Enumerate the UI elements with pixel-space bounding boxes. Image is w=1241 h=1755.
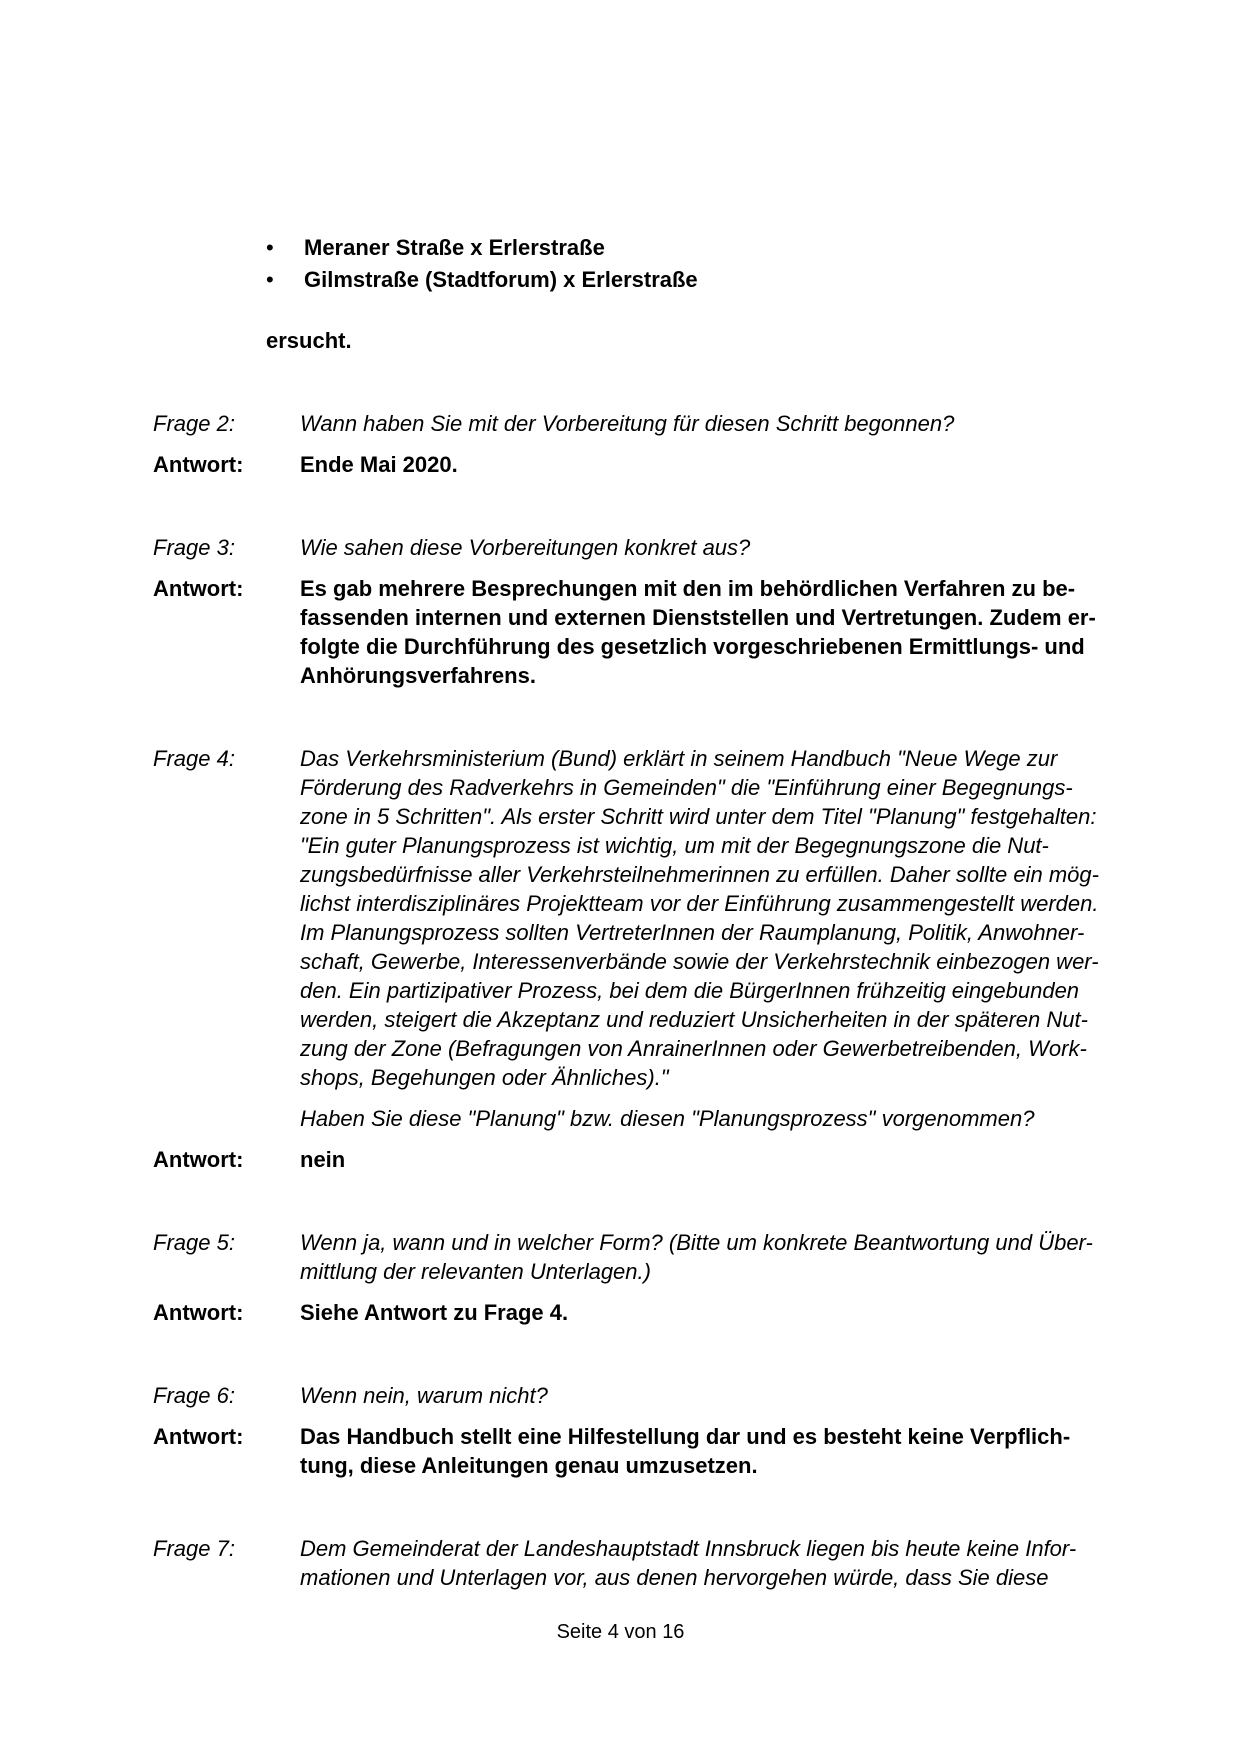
question-2-block (153, 409, 1138, 479)
answer-text (300, 1145, 1138, 1174)
answer-2 (153, 450, 1138, 479)
question-text (300, 409, 1138, 438)
text-line: Wenn nein, warum nicht? (300, 1383, 548, 1408)
text-line: Wenn ja, wann und in welcher Form? (Bitte um konkrete Beantwortung und Über- (300, 1230, 1093, 1255)
answer-text (300, 450, 1138, 479)
page-number: Seite 4 von 16 (556, 1621, 685, 1643)
text-line: zungsbedürfnisse aller Verkehrsteilnehmerinnen zu erfüllen. Daher sollte ein mög- (300, 862, 1099, 887)
question-7-block (153, 1534, 1138, 1592)
text-line: Wie sahen diese Vorbereitungen konkret aus? (300, 535, 751, 560)
text-line: Anhörungsverfahrens. (300, 663, 536, 688)
text-line: shops, Begehungen oder Ähnliches)." (300, 1065, 669, 1090)
text-line: Dem Gemeinderat der Landeshauptstadt Innsbruck liegen bis heute keine Infor- (300, 1536, 1077, 1561)
question-4 (153, 744, 1138, 1133)
list-item (266, 232, 698, 264)
question-label: Frage 6: (153, 1383, 235, 1408)
list-item-text: Meraner Straße x Erlerstraße (304, 235, 605, 260)
question-text (300, 1534, 1138, 1592)
text-line: zung der Zone (Befragungen von AnrainerInnen oder Gewerbetreibenden, Work- (300, 1036, 1087, 1061)
text-line: Das Verkehrsministerium (Bund) erklärt in seinem Handbuch "Neue Wege zur (300, 746, 1058, 771)
text-line: nein (300, 1147, 346, 1172)
text-line: Im Planungsprozess sollten VertreterInnen der Raumplanung, Politik, Anwohner- (300, 920, 1085, 945)
question-3-block (153, 533, 1138, 690)
question-6 (153, 1381, 1138, 1410)
text-line: "Ein guter Planungsprozess ist wichtig, um mit der Begegnungszone die Nut- (300, 833, 1049, 858)
answer-6 (153, 1422, 1138, 1480)
list-item-text: Gilmstraße (Stadtforum) x Erlerstraße (304, 267, 698, 292)
question-5-block (153, 1228, 1138, 1327)
text-line: mationen und Unterlagen vor, aus denen hervorgehen würde, dass Sie diese (300, 1565, 1049, 1590)
text-line: werden, steigert die Akzeptanz und reduziert Unsicherheiten in der späteren Nut- (300, 1007, 1088, 1032)
answer-label: Antwort: (153, 452, 244, 477)
text-line: lichst interdisziplinäres Projektteam vor der Einführung zusammengestellt werden. (300, 891, 1099, 916)
question-label: Frage 4: (153, 746, 235, 771)
bullet-icon: • (266, 267, 274, 292)
text-line: Das Handbuch stellt eine Hilfestellung dar und es besteht keine Verpflich- (300, 1424, 1071, 1449)
answer-text (300, 1298, 1138, 1327)
answer-label: Antwort: (153, 1424, 244, 1449)
answer-label: Antwort: (153, 1147, 244, 1172)
question-label: Frage 7: (153, 1536, 235, 1561)
text-line: den. Ein partizipativer Prozess, bei dem die BürgerInnen frühzeitig eingebunden (300, 978, 1080, 1003)
text-line: tung, diese Anleitungen genau umzusetzen. (300, 1453, 758, 1478)
street-list (266, 232, 698, 296)
question-label: Frage 3: (153, 535, 235, 560)
answer-label: Antwort: (153, 576, 244, 601)
text-line: Es gab mehrere Besprechungen mit den im behördlichen Verfahren zu be- (300, 576, 1076, 601)
ersucht-text: ersucht. (266, 328, 352, 353)
text-line: mittlung der relevanten Unterlagen.) (300, 1259, 651, 1284)
question-text (300, 1228, 1138, 1286)
answer-5 (153, 1298, 1138, 1327)
text-line: fassenden internen und externen Dienststellen und Vertretungen. Zudem er- (300, 605, 1096, 630)
answer-text (300, 1422, 1138, 1480)
question-5 (153, 1228, 1138, 1286)
question-label: Frage 2: (153, 411, 235, 436)
question-6-block (153, 1381, 1138, 1480)
question-text (300, 533, 1138, 562)
question-3 (153, 533, 1138, 562)
list-item (266, 264, 698, 296)
question-text (300, 1381, 1138, 1410)
text-line: zone in 5 Schritten". Als erster Schritt wird unter dem Titel "Planung" festgehalten: (300, 804, 1097, 829)
question-text (300, 744, 1138, 1133)
answer-text (300, 574, 1138, 690)
text-line: Siehe Antwort zu Frage 4. (300, 1300, 569, 1325)
bullet-icon: • (266, 235, 274, 260)
answer-4 (153, 1145, 1138, 1174)
question-2 (153, 409, 1138, 438)
question-7 (153, 1534, 1138, 1592)
answer-3 (153, 574, 1138, 690)
text-line: folgte die Durchführung des gesetzlich vorgeschriebenen Ermittlungs- und (300, 634, 1085, 659)
answer-label: Antwort: (153, 1300, 244, 1325)
question-followup: Haben Sie diese "Planung" bzw. diesen "Planungsprozess" vorgenommen? (300, 1106, 1035, 1131)
question-4-block (153, 744, 1138, 1174)
text-line: Wann haben Sie mit der Vorbereitung für diesen Schritt begonnen? (300, 411, 955, 436)
text-line: Förderung des Radverkehrs in Gemeinden" die "Einführung einer Begegnungs- (300, 775, 1073, 800)
question-label: Frage 5: (153, 1230, 235, 1255)
text-line: schaft, Gewerbe, Interessenverbände sowie der Verkehrstechnik einbezogen wer- (300, 949, 1099, 974)
text-line: Ende Mai 2020. (300, 452, 458, 477)
